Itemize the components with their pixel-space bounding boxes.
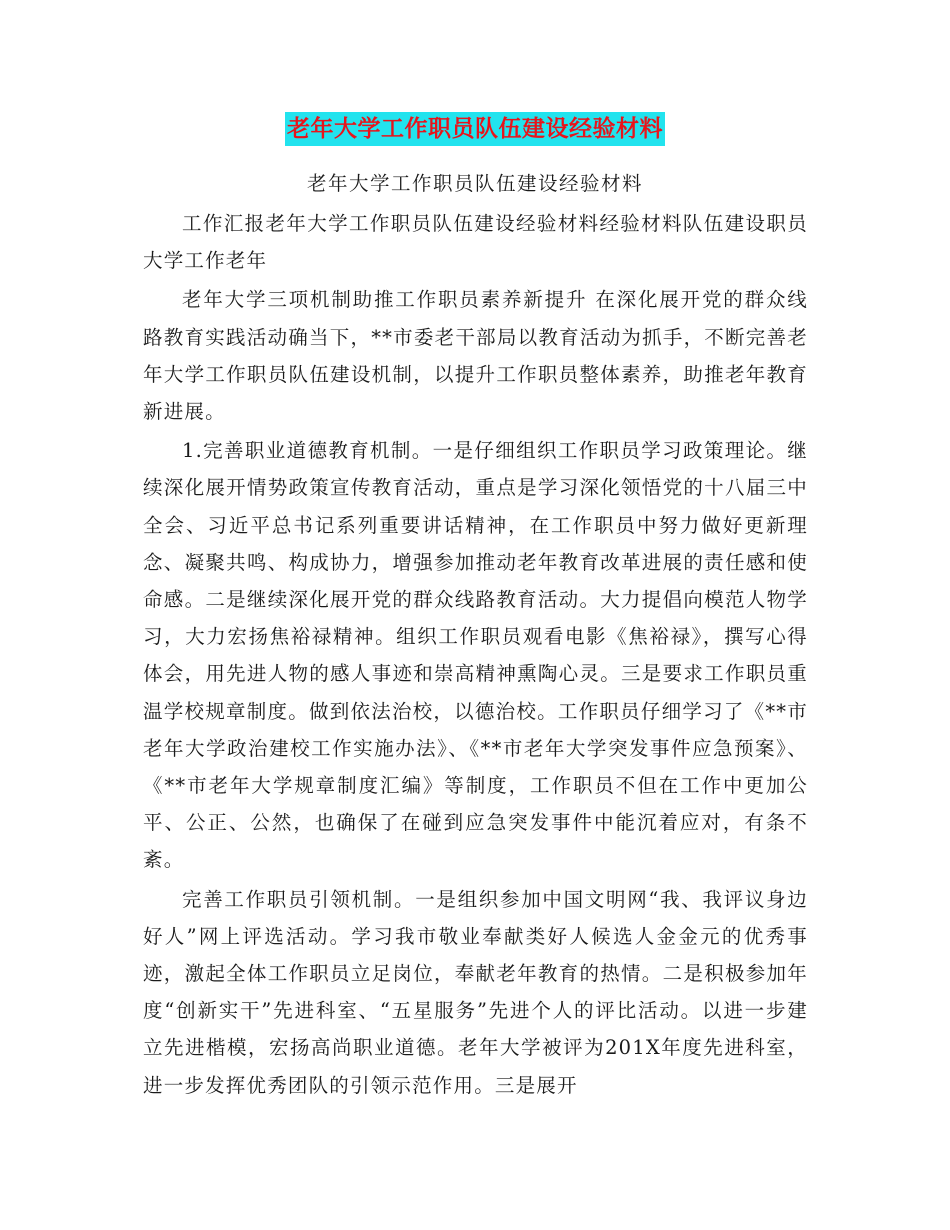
paragraph-intro: 老年大学三项机制助推工作职员素养新提升 在深化展开党的群众线路教育实践活动确当下，**市委老干部局以教育活动为抓手，不断完善老年大学工作职员队伍建设机制，以提升工作职员整体素养，助推老年教育新进展。 — [143, 288, 808, 424]
document-subtitle: 老年大学工作职员队伍建设经验材料 — [306, 172, 643, 195]
document-body — [143, 205, 808, 1106]
document-title: 老年大学工作职员队伍建设经验材料 — [285, 112, 665, 146]
paragraph-guidance-mechanism: 完善工作职员引领机制。一是组织参加中国文明网“我、我评议身边好人”网上评选活动。学习我市敬业奉献类好人候选人金金元的优秀事迹，激起全体工作职员立足岗位，奉献老年教育的热情。二是积极参加年度“创新实干”先进科室、“五星服务”先进个人的评比活动。以进一步建立先进楷模，宏扬高尚职业道德。老年大学被评为201X年度先进科室，进一步发挥优秀团队的引领示范作用。三是展开 — [143, 887, 808, 1097]
title-row — [0, 112, 950, 146]
paragraph-ethics-mechanism: 1.完善职业道德教育机制。一是仔细组织工作职员学习政策理论。继续深化展开情势政策宣传教育活动，重点是学习深化领悟党的十八届三中全会、习近平总书记系列重要讲话精神，在工作职员中努力做好更新理念、凝聚共鸣、构成协力，增强参加推动老年教育改革进展的责任感和使命感。二是继续深化展开党的群众线路教育活动。大力提倡向模范人物学习，大力宏扬焦裕禄精神。组织工作职员观看电影《焦裕禄》，撰写心得体会，用先进人物的感人事迹和崇高精神熏陶心灵。三是要求工作职员重温学校规章制度。做到依法治校，以德治校。工作职员仔细学习了《**市老年大学政治建校工作实施办法》、《**市老年大学突发事件应急预案》、《**市老年大学规章制度汇编》等制度，工作职员不但在工作中更加公平、公正、公然，也确保了在碰到应急突发事件中能沉着应对，有条不紊。 — [143, 439, 808, 872]
paragraph-keywords: 工作汇报老年大学工作职员队伍建设经验材料经验材料队伍建设职员大学工作老年 — [143, 212, 808, 273]
